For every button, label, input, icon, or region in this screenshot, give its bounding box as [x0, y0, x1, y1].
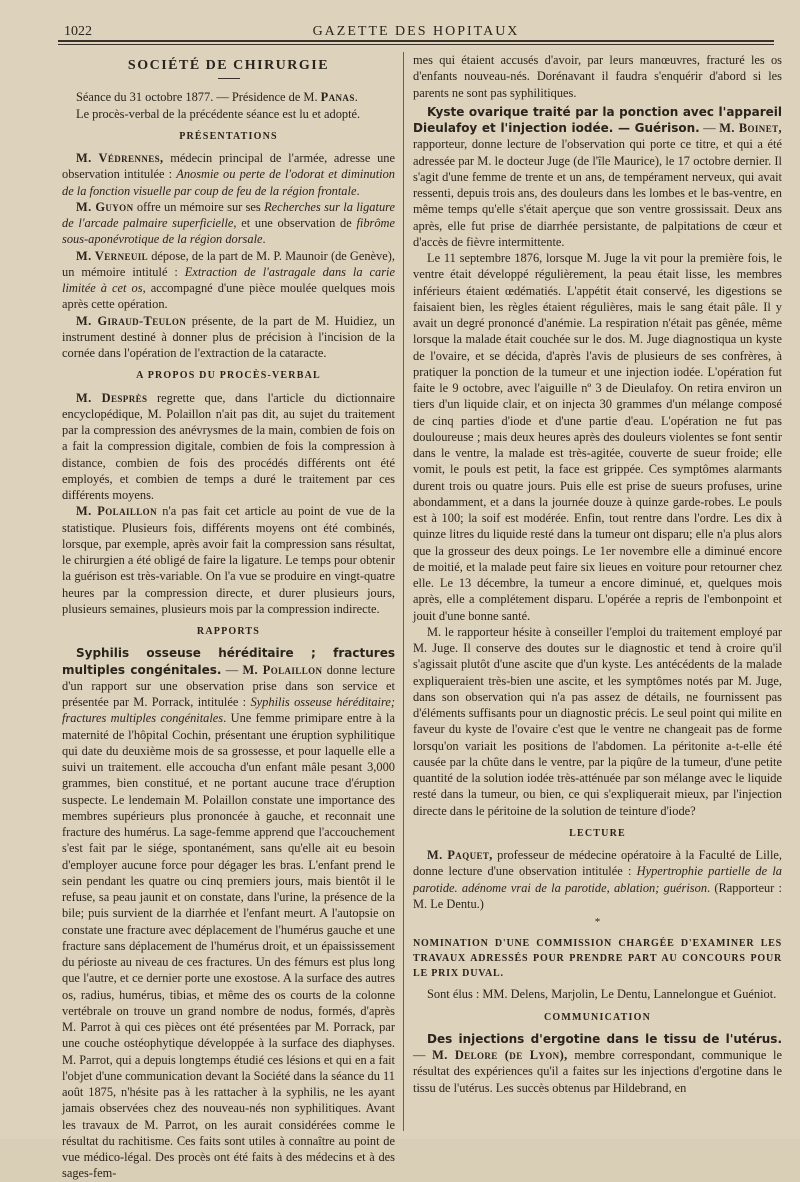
page-header: [58, 14, 774, 42]
running-head: GAZETTE DES HOPITAUX: [312, 24, 520, 39]
paragraph-rapporteur: M. le rapporteur hésite à conseiller l'emploi du traitement employé par M. Juge. Il conserve des doutes sur le diagnostic et tend à croire qu'il s'agissait plutôt d'une ascite que d'un kyste. Les antécédents de la malade expliqueraient très-bien une ascite, et les symptômes notés par M. Juge, dans son observation qui n'a pas assez de détails, ne fournissent pas d'éléments suffisants pour un diagnostic précis. Le seul point qui milite en faveur du kyste de l'ovaire c'est que le ventre ne changeait pas de forme lorsqu'on variait les positions de l'abdomen. La péritonite a-t-elle été causée par la chûte dans le ventre, par la piqûre de la tumeur, d'une petite quantité de la solution iodée très-atténuée par son mélange avec le liquide resté dans la tumeur, ou bien, ce qui s'expliquerait mieux, par l'injection directe dans le péritoine de la solution de teinture d'iode?: [413, 624, 782, 818]
title-rule: [218, 78, 240, 79]
section-presentations: PRÉSENTATIONS: [179, 130, 278, 142]
section-communication: COMMUNICATION: [543, 1011, 652, 1023]
section-lecture: LECTURE: [569, 827, 626, 839]
paragraph-polaillon: M. Polaillon n'a pas fait cet article au point de vue de la statistique. Plusieurs fois, différents moyens ont été combinés, lorsque, par exemple, après avoir fait la compression sans résultat, le chirurgien a été obligé de faire la ligature. Le temps pour obtenir la guérison est très-variable. On l'a vue se produire en vingt-quatre heures par la compression directe, et durer plusieurs jours, plusieurs semaines, plusieurs mois par la compression indirecte.: [62, 504, 396, 616]
paragraph-despres: M. Desprès regrette que, dans l'article du dictionnaire encyclopédique, M. Polaillon n'ait pas dit, au sujet du traitement par la compression des anévrysmes de la main, combien de fois on a fait la compression digitale, combien de fois la compression à distance, combien de fois des procédés différents ont été employés, et combien de temps a duré le traitement par ces différents moyens.: [62, 390, 395, 502]
paragraph-kyste: Kyste ovarique traité par la ponction avec l'appareil Dieulafoy et l'injection iodée. — Guérison. — M. Boinet, rapporteur, donne lecture de l'observation qui porte ce titre, et qui a été adressée par M. le docteur Juge (de l'île Maurice), le 17 octobre dernier. Il s'agit d'une femme de trente et un ans, de tempérament nerveux, qui avait ressenti, depuis trois ans, des douleurs dans les lombes et le bas-ventre, en même temps qu'elle s'était aperçue que son ventre grossissait. Deux ans après, elle fut prise de diarrhée persistante, de palpitations de cœur et d'accès de fièvre intermittente.: [413, 104, 782, 249]
paragraph-vedrennes: M. Védrennes, médecin principal de l'armée, adresse une observation intitulée : Anosmie ou perte de l'odorat et diminution de la fonction visuelle par coup de feu de la région frontale.: [62, 151, 396, 198]
paragraph-juge-case: Le 11 septembre 1876, lorsque M. Juge la vit pour la première fois, le ventre était développé régulièrement, la peau était lisse, les membres inférieurs étaient œdématiés. L'appétit était conservé, les digestions se faisaient bien, les règles étaient régulières, mais le sang était pâle. Il y avait un degré prononcé d'anémie. La respiration n'était pas gênée, même lorsque la malade était couchée sur le dos. M. Juge diagnostiqua un kyste de l'ovaire, et se décida, d'après l'avis de plusieurs de ses confrères, à pratiquer la ponction de la tumeur et une injection iodée. L'opération fut faite le 9 octobre, avec l'aiguille nº 3 de Dieulafoy. On retira environ un tiers d'un liquide clair, et on injecta 30 grammes d'un mélange composé de cinq parties d'iode et d'une partie d'eau. L'opération ne fut pas douloureuse ; mais deux heures après des douleurs violentes se font sentir dans le ventre, la malade est très-agitée, couverte de sueur froide; elle vomit, le pouls est petit, la face est grippée. Ces symptômes alarmants durent trois ou quatre jours. Puis elle est prise de sueurs profuses, urine abondamment, et a dans la journée douze à quinze garde-robes. Le pouls est à 100; la soif est modérée. Enfin, tout rentre dans l'ordre. Les dix à quinze litres du liquide resté dans la tumeur ont disparu; elle n'a plus alors que la grosseur des deux poings. Le 1er novembre elle a diminué encore de moitié, et la malade peut faire six lieues en voiture pour retourner chez elle. Le 13 décembre, la tumeur a encore diminué, et, quelques mois après, elle a complétement disparu. L'opérée a repris de l'embonpoint et jouit d'une bonne santé.: [413, 251, 782, 623]
right-column: [413, 52, 782, 1131]
page-number: 1022: [64, 24, 92, 39]
header-rule-thin: [58, 44, 774, 45]
section-rapports: RAPPORTS: [196, 626, 261, 637]
section-nomination: NOMINATION D'UNE COMMISSION CHARGÉE D'EXAMINER LES TRAVAUX ADRESSÉS POUR PRENDRE PART AU CONCOURS POUR LE PRIX DUVAL.: [413, 938, 782, 980]
paragraph-guyon: M. Guyon offre un mémoire sur ses Recherches sur la ligature de l'arcade palmaire superficielle, et une observation de fibrôme sous-aponévrotique de la région dorsale.: [62, 199, 396, 247]
paragraph-paquet: M. Paquet, professeur de médecine opératoire à la Faculté de Lille, donne lecture d'une observation intitulée : Hypertrophie partielle de la parotide. adénome vrai de la parotide, ablation; guérison. (Rapporteur : M. Le Dentu.): [413, 848, 782, 911]
header-rule: [58, 40, 774, 42]
section-separator: *: [594, 916, 601, 928]
paragraph-ergotine: Des injections d'ergotine dans le tissu de l'utérus. — M. Delore (de Lyon), membre correspondant, communique le résultat des expériences qu'il a faites sur les injections d'ergotine dans le tissu de l'utérus. Les succès obtenus par Hildebrand, en: [413, 1031, 782, 1095]
paragraph-giraud-teulon: M. Giraud-Teulon présente, de la part de M. Huidiez, un instrument destiné à donner plus de précision à l'incision de la cornée dans l'opération de l'extraction de la cataracte.: [62, 313, 395, 360]
paragraph-syphilis: Syphilis osseuse héréditaire ; fractures multiples congénitales. — M. Polaillon donne lecture d'un rapport sur une observation prise dans son service et présentée par M. Porrack, intitulée : Syphilis osseuse héréditaire; fractures multiples congénitales. Une femme primipare entre à la maternité de l'hôpital Cochin, présentant une éruption syphilitique qui date du deuxième mois de sa grossesse, et pour laquelle elle a suivi un traitement. elle accoucha d'un enfant mâle pesant 3,000 grammes, bien constitué, et ne portant aucune trace d'éruption suspecte. Le lendemain M. Polaillon constate une importance des membres supérieurs plus prononcée à gauche, et reconnait une fracture des humérus. La sage-femme apprend que l'accouchement s'est fait par le siége, spontanément, sans qu'elle ait eu besoin d'employer aucune force pour dégager les bras. L'enfant prend le sein pendant les quatre ou cinq premiers jours, mais bientôt il le refuse, sa peau jaunit et on constate, dans l'urine, la présence de la bile; puis survient de la diarrhée et l'enfant meurt. A l'autopsie on constate une fracture avec déplacement de l'humérus gauche et une fracture sans déplacement de l'humérus droit, et un épaississement du périoste au niveau de ces fractures. Un des fémurs est plus long que l'autre, et ce dernier porte une exostose. A la surface des autres os, radius, humérus, tibias, et même des os courts de la colonne vertébrale on trouve un grand nombre de nodus, formés, d'après M. Parrot à qui ces pièces ont été présentées par M. Porrack, par une couche ostéophytique développée à la surface des diaphyses. M. Parrot, qui a depuis longtemps étudié ces lésions et qui en a fait l'objet d'une communication devant la Société dans la séance du 11 août 1875, n'hésite pas à les rattacher à la syphilis, ne les ayant jamais observées chez des nouveau-nés non syphilitiques. Avant les travaux de M. Parrot, on les aurait considérées comme le résultat du rachitisme. Ces faits sont utiles à connaître au point de vue médico-légal. Des procès ont été faits à des médecins et à des sages-fem-: [62, 646, 395, 1181]
proces-verbal-line: Le procès-verbal de la précédente séance est lu et adopté.: [76, 106, 361, 121]
paragraph-verneuil: M. Verneuil dépose, de la part de M. P. Maunoir (de Genève), un mémoire intitulé : Extraction de l'astragale dans la carie limitée à cet os, accompagné d'une pièce moulée quelques mois après cette opération.: [62, 248, 396, 312]
session-line: Séance du 31 octobre 1877. — Présidence de M. Panas.: [76, 90, 358, 105]
column-divider: [403, 52, 404, 1131]
paragraph-elus: Sont élus : MM. Delens, Marjolin, Le Dentu, Lannelongue et Guéniot.: [427, 987, 777, 1002]
society-title: SOCIÉTÉ DE CHIRURGIE: [127, 58, 330, 73]
paragraph-continuation: mes qui étaient accusés d'avoir, par leurs manœuvres, fracturé les os d'enfants nouveau-nés. Dorénavant il faudra s'enquérir d'abord si les parents ne sont pas syphilitiques.: [413, 53, 782, 100]
section-apropos: A PROPOS DU PROCÈS-VERBAL: [136, 370, 321, 382]
left-column: [62, 52, 396, 1181]
